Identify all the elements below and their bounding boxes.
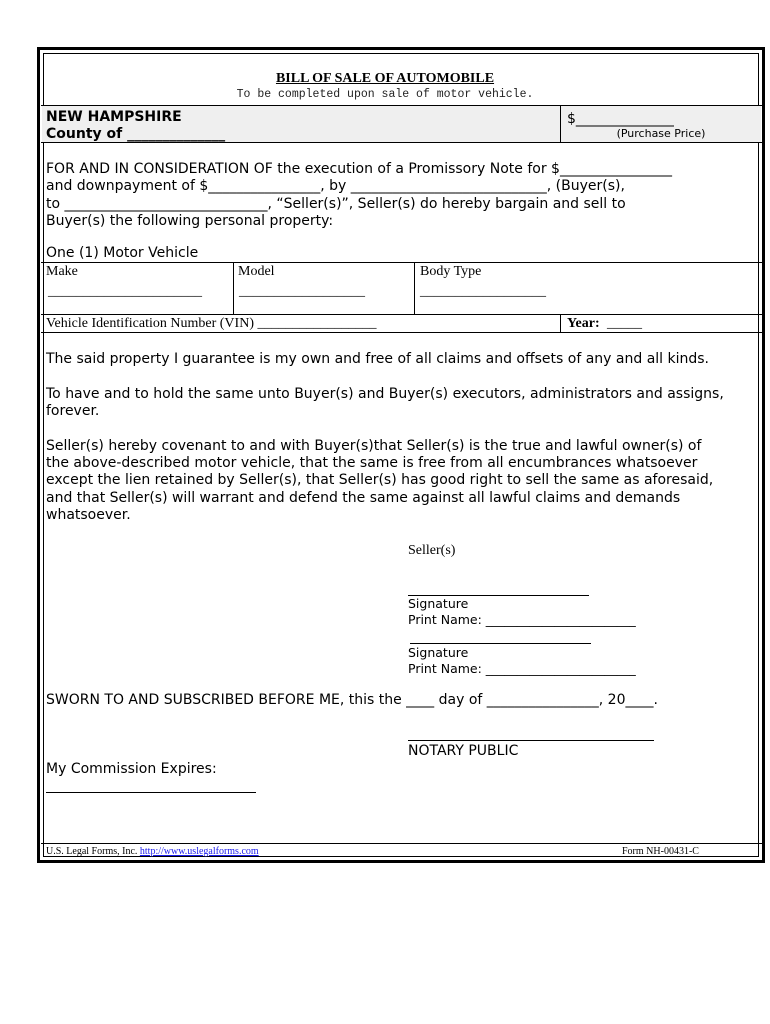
year-label: Year: bbox=[567, 316, 600, 331]
vin-row-bottom bbox=[41, 332, 762, 333]
footer-divider bbox=[41, 843, 762, 844]
consideration-line-3: to _____________________________, “Seller(s)”, Seller(s) do hereby bargain and sell to bbox=[46, 196, 626, 212]
body-type-field[interactable]: __________________ bbox=[420, 284, 546, 299]
make-label: Make bbox=[46, 264, 78, 279]
notary-signature-line[interactable] bbox=[408, 740, 654, 741]
have-hold-line-2: forever. bbox=[46, 403, 100, 419]
covenant-line-3: except the lien retained by Seller(s), that Seller(s) has good right to sell the same as aforesaid, bbox=[46, 472, 714, 488]
body-type-label: Body Type bbox=[420, 264, 482, 279]
purchase-price-label: (Purchase Price) bbox=[616, 127, 706, 140]
covenant-line-5: whatsoever. bbox=[46, 507, 131, 523]
vin-row-top bbox=[41, 314, 762, 315]
sellers-label: Seller(s) bbox=[408, 543, 456, 558]
vehicle-col-divider-2 bbox=[414, 262, 415, 314]
form-title: BILL OF SALE OF AUTOMOBILE bbox=[275, 71, 495, 86]
vehicle-table-top bbox=[41, 262, 762, 263]
make-field[interactable]: ______________________ bbox=[48, 284, 202, 299]
state-name: NEW HAMPSHIRE bbox=[46, 109, 182, 125]
year-divider bbox=[560, 314, 561, 332]
form-id: Form NH-00431-C bbox=[622, 846, 699, 857]
have-hold-line-1: To have and to hold the same unto Buyer(s) and Buyer(s) executors, administrators and assigns, bbox=[46, 386, 724, 402]
model-field[interactable]: __________________ bbox=[239, 284, 365, 299]
seller-signature-line-2[interactable] bbox=[410, 643, 591, 644]
covenant-line-1: Seller(s) hereby covenant to and with Buyer(s)that Seller(s) is the true and lawful owner(s) of bbox=[46, 438, 702, 454]
vehicle-heading: One (1) Motor Vehicle bbox=[46, 245, 199, 261]
sworn-statement: SWORN TO AND SUBSCRIBED BEFORE ME, this the ____ day of ________________, 20____. bbox=[46, 692, 658, 708]
signature-label-1: Signature bbox=[408, 596, 469, 611]
model-label: Model bbox=[238, 264, 275, 279]
footer-company: U.S. Legal Forms, Inc. bbox=[46, 846, 140, 857]
consideration-line-4: Buyer(s) the following personal property: bbox=[46, 213, 334, 229]
footer-left bbox=[46, 846, 259, 857]
form-subtitle: To be completed upon sale of motor vehicle. bbox=[236, 88, 534, 101]
covenant-line-2: the above-described motor vehicle, that the same is free from all encumbrances whatsoever bbox=[46, 455, 698, 471]
commission-expires-label: My Commission Expires: bbox=[46, 761, 217, 777]
notary-public-label: NOTARY PUBLIC bbox=[408, 743, 519, 759]
vehicle-col-divider-1 bbox=[233, 262, 234, 314]
vin-field[interactable]: Vehicle Identification Number (VIN) _________________ bbox=[46, 316, 377, 331]
print-name-field-1[interactable]: Print Name: ________________________ bbox=[408, 612, 636, 627]
consideration-line-2: and downpayment of $________________, by ____________________________, (Buyer(s), bbox=[46, 178, 625, 194]
purchase-price-field[interactable]: $______________ bbox=[567, 111, 674, 127]
commission-expires-line[interactable] bbox=[46, 792, 256, 793]
state-row-bottom bbox=[41, 142, 762, 143]
county-field[interactable]: County of ______________ bbox=[46, 126, 226, 142]
guarantee-text: The said property I guarantee is my own and free of all claims and offsets of any and all kinds. bbox=[46, 351, 710, 367]
signature-label-2: Signature bbox=[408, 645, 469, 660]
year-field[interactable]: _____ bbox=[607, 316, 642, 331]
covenant-line-4: and that Seller(s) will warrant and defend the same against all lawful claims and demands bbox=[46, 490, 681, 506]
print-name-field-2[interactable]: Print Name: ________________________ bbox=[408, 661, 636, 676]
footer-url-link[interactable]: http://www.uslegalforms.com bbox=[139, 846, 259, 857]
consideration-line-1: FOR AND IN CONSIDERATION OF the execution of a Promissory Note for $________________ bbox=[46, 161, 672, 177]
